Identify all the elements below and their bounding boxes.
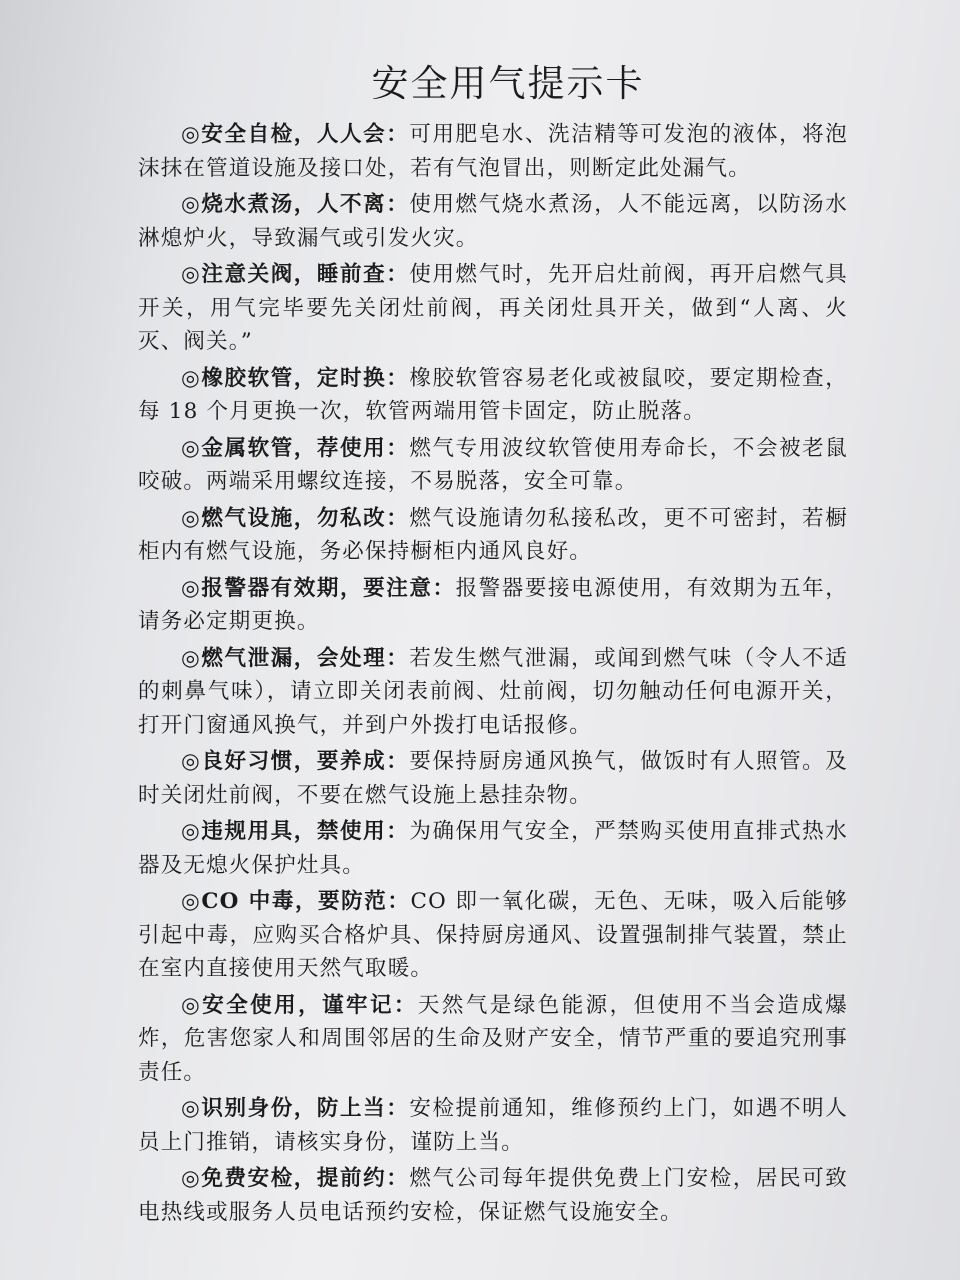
tip-text: 报警器要接电源使用，有效期为五年，请务必定期更换。 xyxy=(138,575,848,634)
tip-item-close-valve xyxy=(138,258,848,359)
tip-item-gas-leak xyxy=(138,642,848,743)
tip-heading: ◎燃气设施，勿私改： xyxy=(181,505,410,531)
tip-item-alarm-validity xyxy=(138,572,848,639)
tip-item-free-inspection xyxy=(138,1162,848,1229)
tip-text: 橡胶软管容易老化或被鼠咬，要定期检查，每 18 个月更换一次，软管两端用管卡固定，防止脱落。 xyxy=(138,365,848,424)
tip-text: CO 即一氧化碳，无色、无味，吸入后能够引起中毒，应购买合格炉具、保持厨房通风、设置强制排气装置，禁止在室内直接使用天然气取暖。 xyxy=(138,889,848,981)
page-title: 安全用气提示卡 xyxy=(371,62,645,105)
tip-heading: ◎免费安检，提前约： xyxy=(181,1166,410,1191)
tip-text: 燃气设施请勿私接私改，更不可密封，若橱柜内有燃气设施，务必保持橱柜内通风良好。 xyxy=(138,505,848,564)
tip-heading: ◎烧水煮汤，人不离： xyxy=(181,192,410,217)
tip-text: 使用燃气时，先开启灶前阀，再开启燃气具开关，用气完毕要先关闭灶前阀，再关闭灶具开关，做到“人离、火灭、阀关。” xyxy=(138,262,848,354)
tip-item-co-poisoning xyxy=(138,885,848,986)
tip-item-identity-check xyxy=(138,1092,848,1159)
tip-item-safe-use xyxy=(138,989,848,1090)
tip-text: 若发生燃气泄漏，或闻到燃气味（令人不适的刺鼻气味），请立即关闭表前阀、灶前阀，切勿触动任何电源开关，打开门窗通风换气，并到户外拨打电话报修。 xyxy=(138,645,848,738)
tip-text: 可用肥皂水、洗洁精等可发泡的液体，将泡沫抹在管道设施及接口处，若有气泡冒出，则断定此处漏气。 xyxy=(138,122,848,181)
tip-heading: ◎安全使用，谨牢记： xyxy=(181,992,418,1018)
tip-item-good-habits xyxy=(138,745,848,812)
tip-heading: ◎良好习惯，要养成： xyxy=(181,749,410,774)
tip-item-banned-appliances xyxy=(138,815,848,882)
tip-heading: ◎橡胶软管，定时换： xyxy=(181,365,410,391)
tip-heading: ◎燃气泄漏，会处理： xyxy=(181,645,410,671)
tip-heading: ◎违规用具，禁使用： xyxy=(181,819,410,844)
tip-item-boiling-water xyxy=(138,188,848,255)
tip-heading: ◎报警器有效期，要注意： xyxy=(181,575,456,601)
tip-text: 安检提前通知，维修预约上门，如遇不明人员上门推销，请核实身份，谨防上当。 xyxy=(138,1096,848,1155)
tip-heading: ◎注意关阀，睡前查： xyxy=(181,262,410,287)
tip-item-self-check xyxy=(138,118,848,185)
tip-heading: ◎识别身份，防上当： xyxy=(181,1096,410,1121)
tip-item-metal-hose xyxy=(138,432,848,499)
tip-heading: ◎CO 中毒，要防范： xyxy=(181,889,411,914)
tip-heading: ◎安全自检，人人会： xyxy=(181,122,410,147)
tip-item-rubber-hose xyxy=(138,362,848,429)
tip-text: 燃气专用波纹软管使用寿命长，不会被老鼠咬破。两端采用螺纹连接，不易脱落，安全可靠。 xyxy=(138,435,848,494)
tip-text: 要保持厨房通风换气，做饭时有人照管。及时关闭灶前阀，不要在燃气设施上悬挂杂物。 xyxy=(138,749,848,808)
tip-text: 燃气公司每年提供免费上门安检，居民可致电热线或服务人员电话预约安检，保证燃气设施安全。 xyxy=(138,1166,848,1225)
tip-text: 天然气是绿色能源，但使用不当会造成爆炸，危害您家人和周围邻居的生命及财产安全，情节严重的要追究刑事责任。 xyxy=(138,992,848,1085)
tip-item-no-modification xyxy=(138,502,848,569)
tip-text: 使用燃气烧水煮汤，人不能远离，以防汤水淋熄炉火，导致漏气或引发火灾。 xyxy=(138,192,848,251)
tip-text: 为确保用气安全，严禁购买使用直排式热水器及无熄火保护灶具。 xyxy=(138,819,848,878)
tip-heading: ◎金属软管，荐使用： xyxy=(181,435,410,461)
